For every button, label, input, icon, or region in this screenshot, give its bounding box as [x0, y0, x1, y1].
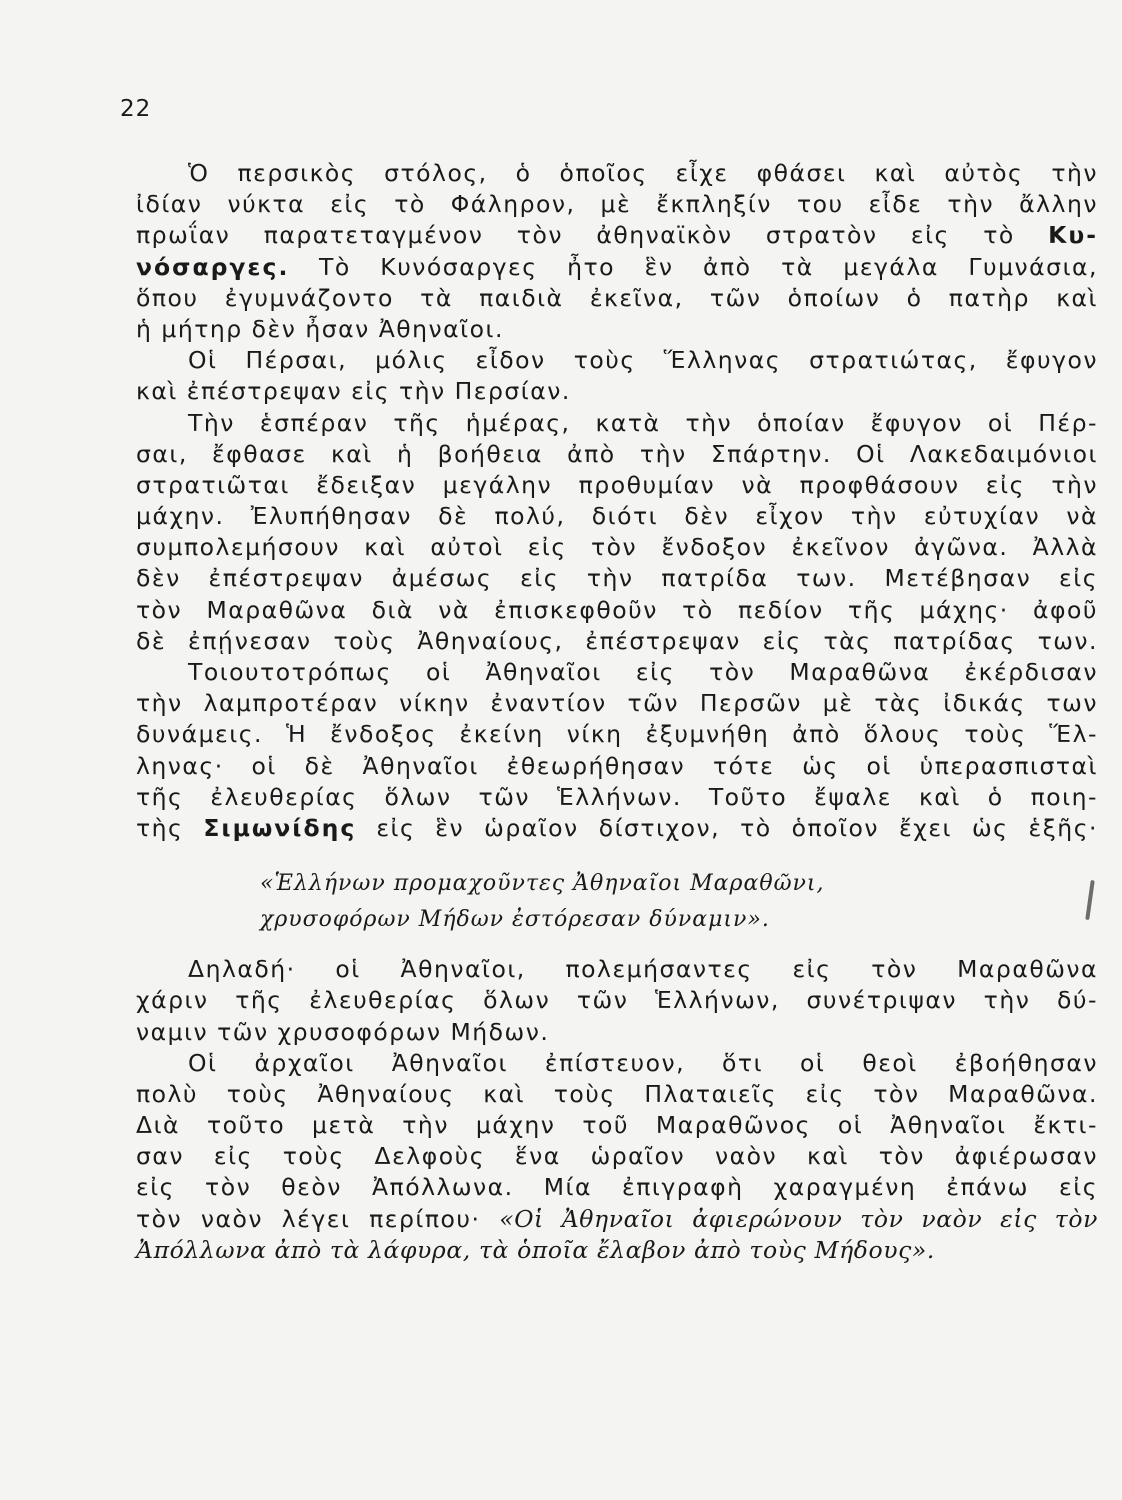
page-number: 22	[120, 96, 152, 122]
distich-quote	[136, 866, 1098, 938]
kynosarges-term: Κυ-	[1048, 221, 1098, 250]
poem-line: χρυσοφόρων Μήδων ἐστόρεσαν δύναμιν».	[260, 907, 770, 933]
text-line: δὲ ἐπῄνεσαν τοὺς Ἀθηναίους, ἐπέστρεψαν εἰς τὰς πατρίδας των.	[136, 626, 1098, 655]
text-line: στρατιῶται ἔδειξαν μεγάλην προθυμίαν νὰ προφθάσουν εἰς τὴν	[136, 470, 1098, 499]
text-line: Δηλαδή· οἱ Ἀθηναῖοι, πολεμήσαντες εἰς τὸν Μαραθῶνα	[188, 955, 1098, 984]
text-line: Οἱ ἀρχαῖοι Ἀθηναῖοι ἐπίστευον, ὅτι οἱ θεοὶ ἐβοήθησαν	[188, 1048, 1098, 1077]
text-line	[136, 220, 1098, 251]
text-segment: εἰς ἓν ὡραῖον δίστιχον, τὸ ὁποῖον ἔχει ὡς ἑξῆς·	[376, 813, 1098, 842]
text-line: συμπολεμήσουν καὶ αὐτοὶ εἰς τὸν ἔνδοξον ἐκεῖνον ἀγῶνα. Ἀλλὰ	[136, 533, 1098, 562]
text-segment: Τὸ Κυνόσαργες ἦτο ἓν ἀπὸ τὰ μεγάλα Γυμνάσια,	[318, 252, 1098, 281]
text-line: δὲν ἐπέστρεψαν ἀμέσως εἰς τὴν πατρίδα των. Μετέβησαν εἰς	[136, 564, 1098, 593]
text-line: Τὴν ἑσπέραν τῆς ἡμέρας, κατὰ τὴν ὁποίαν ἔφυγον οἱ Πέρ-	[188, 408, 1098, 437]
text-line: Διὰ τοῦτο μετὰ τὴν μάχην τοῦ Μαραθῶνος οἱ Ἀθηναῖοι ἔκτι-	[136, 1111, 1098, 1140]
simonides-name: Σιμωνίδης	[203, 813, 357, 842]
text-line: σαν εἰς τοὺς Δελφοὺς ἕνα ὡραῖον ναὸν καὶ τὸν ἀφιέρωσαν	[136, 1142, 1098, 1171]
text-line: Τοιουτοτρόπως οἱ Ἀθηναῖοι εἰς τὸν Μαραθῶνα ἐκέρδισαν	[188, 658, 1098, 686]
text-line: καὶ ἐπέστρεψαν εἰς τὴν Περσίαν.	[136, 377, 571, 406]
text-line: Οἱ Πέρσαι, μόλις εἶδον τοὺς Ἕλληνας στρατιώτας, ἔφυγον	[188, 346, 1098, 375]
text-line	[136, 252, 1098, 283]
text-line: τῆς ἐλευθερίας ὅλων τῶν Ἑλλήνων. Τοῦτο ἔψαλε καὶ ὁ ποιη-	[136, 782, 1098, 811]
text-segment: πρωΐαν παρατεταγμένον τὸν ἀθηναϊκὸν στρατὸν εἰς τὸ	[136, 221, 1015, 250]
text-line	[136, 1204, 1098, 1235]
body-text	[136, 158, 1098, 1266]
inscription-quote-line: Ἀπόλλωνα ἀπὸ τὰ λάφυρα, τὰ ὁποῖα ἔλαβον ἀπὸ τοὺς Μήδους».	[136, 1235, 935, 1264]
inscription-quote: «Οἱ Ἀθηναῖοι ἀφιερώνουν τὸν ναὸν εἰς τὸν	[499, 1204, 1098, 1233]
kynosarges-term-cont: νόσαργες.	[136, 252, 290, 281]
poem-line: «Ἑλλήνων προμαχοῦντες Ἀθηναῖοι Μαραθῶνι,	[260, 871, 825, 897]
text-line: ἡ μήτηρ δὲν ἦσαν Ἀθηναῖοι.	[136, 314, 504, 343]
text-line: σαι, ἔφθασε καὶ ἡ βοήθεια ἀπὸ τὴν Σπάρτην. Οἱ Λακεδαιμόνιοι	[136, 439, 1098, 468]
text-line: Ὁ περσικὸς στόλος, ὁ ὁποῖος εἶχε φθάσει καὶ αὐτὸς τὴν	[188, 159, 1098, 187]
text-line: δυνάμεις. Ἡ ἔνδοξος ἐκείνη νίκη ἐξυμνήθη ἀπὸ ὅλους τοὺς Ἕλ-	[136, 720, 1098, 749]
text-line: πολὺ τοὺς Ἀθηναίους καὶ τοὺς Πλαταιεῖς εἰς τὸν Μαραθῶνα.	[136, 1079, 1098, 1108]
text-line: τὴν λαμπροτέραν νίκην ἐναντίον τῶν Περσῶν μὲ τὰς ἰδικάς των	[136, 689, 1098, 718]
text-line: ληνας· οἱ δὲ Ἀθηναῖοι ἐθεωρήθησαν τότε ὡς οἱ ὑπερασπισταὶ	[136, 751, 1098, 780]
text-line: μάχην. Ἐλυπήθησαν δὲ πολύ, διότι δὲν εἶχον τὴν εὐτυχίαν νὰ	[136, 502, 1098, 531]
text-line: ἰδίαν νύκτα εἰς τὸ Φάληρον, μὲ ἔκπληξίν του εἶδε τὴν ἄλλην	[136, 190, 1098, 219]
text-line: ὅπου ἐγυμνάζοντο τὰ παιδιὰ ἐκεῖνα, τῶν ὁποίων ὁ πατὴρ καὶ	[136, 283, 1098, 312]
text-line: χάριν τῆς ἐλευθερίας ὅλων τῶν Ἑλλήνων, συνέτριψαν τὴν δύ-	[136, 986, 1098, 1015]
text-segment: τὴς	[136, 813, 184, 842]
text-line: εἰς τὸν θεὸν Ἀπόλλωνα. Μία ἐπιγραφὴ χαραγμένη ἐπάνω εἰς	[136, 1173, 1098, 1202]
text-line: τὸν Μαραθῶνα διὰ νὰ ἐπισκεφθοῦν τὸ πεδίον τῆς μάχης· ἀφοῦ	[136, 595, 1098, 624]
text-segment: τὸν ναὸν λέγει περίπου·	[136, 1204, 481, 1233]
text-line: ναμιν τῶν χρυσοφόρων Μήδων.	[136, 1017, 550, 1046]
text-line	[136, 813, 1098, 844]
